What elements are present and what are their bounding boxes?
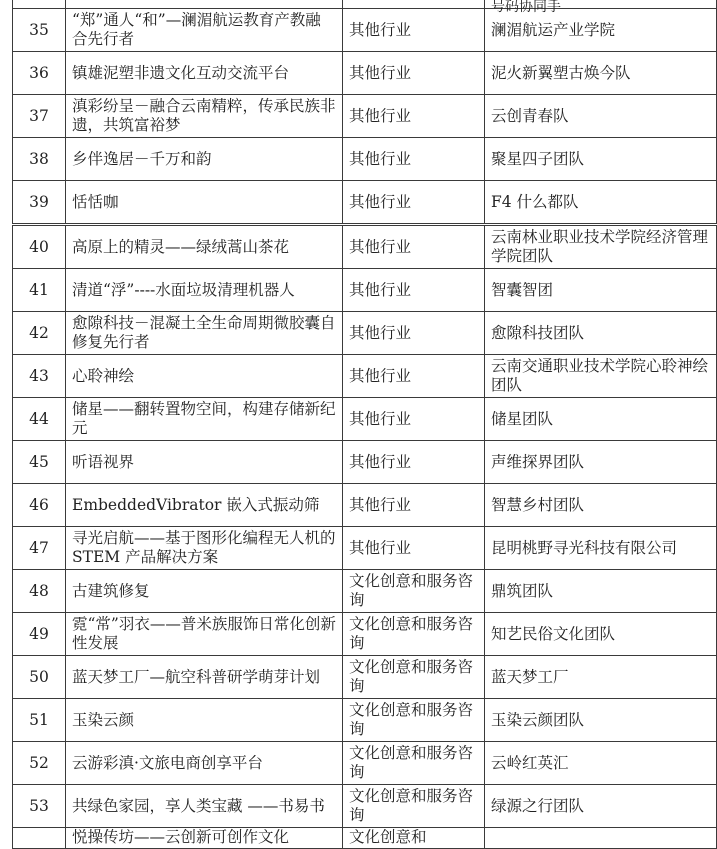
cell-number: 44	[13, 398, 66, 441]
projects-table	[12, 0, 717, 849]
cell-industry: 其他行业	[343, 312, 485, 355]
cell-industry: 其他行业	[343, 138, 485, 181]
cell-team: 蓝天梦工厂	[485, 656, 717, 699]
cell-number: 41	[13, 269, 66, 312]
cell-team: 智囊智团	[485, 269, 717, 312]
cell-industry: 其他行业	[343, 95, 485, 138]
cell-team: 泥火新翼塑古焕今队	[485, 52, 717, 95]
cell-project-name: 霓“常”羽衣——普米族服饰日常化创新性发展	[66, 613, 343, 656]
table-row	[13, 52, 717, 95]
table-row	[13, 181, 717, 225]
cell-project-name: 滇彩纷呈－融合云南精粹，传承民族非遗，共筑富裕梦	[66, 95, 343, 138]
cell-project-name: 古建筑修复	[66, 570, 343, 613]
table-row	[13, 225, 717, 269]
cell-project-name	[66, 828, 343, 849]
table-row	[13, 484, 717, 527]
cell-number	[13, 828, 66, 849]
table-row	[13, 355, 717, 398]
table-row	[13, 9, 717, 52]
cell-industry: 其他行业	[343, 52, 485, 95]
cell-industry: 其他行业	[343, 181, 485, 225]
cell-industry: 其他行业	[343, 225, 485, 269]
table-row	[13, 785, 717, 828]
cell-number: 48	[13, 570, 66, 613]
cell-team: 云岭红英汇	[485, 742, 717, 785]
cell-industry: 文化创意和服务咨询	[343, 785, 485, 828]
cell-industry: 文化创意和服务咨询	[343, 570, 485, 613]
cell-project-name: EmbeddedVibrator 嵌入式振动筛	[66, 484, 343, 527]
cell-team: 澜湄航运产业学院	[485, 9, 717, 52]
table-row	[13, 699, 717, 742]
cell-number: 39	[13, 181, 66, 225]
cell-industry	[343, 0, 485, 9]
cell-team: 绿源之行团队	[485, 785, 717, 828]
cell-number: 46	[13, 484, 66, 527]
cell-project-name: 玉染云颜	[66, 699, 343, 742]
cell-team: 玉染云颜团队	[485, 699, 717, 742]
cell-project-name: 储星——翻转置物空间，构建存储新纪元	[66, 398, 343, 441]
table-row	[13, 613, 717, 656]
cell-team: 储星团队	[485, 398, 717, 441]
cell-project-name: 愈隙科技－混凝土全生命周期微胶囊自修复先行者	[66, 312, 343, 355]
cell-team: 愈隙科技团队	[485, 312, 717, 355]
cell-project-name: 镇雄泥塑非遗文化互动交流平台	[66, 52, 343, 95]
cell-team: 云南林业职业技术学院经济管理学院团队	[485, 225, 717, 269]
cell-number: 36	[13, 52, 66, 95]
cell-project-name	[66, 0, 343, 9]
cell-industry: 文化创意和服务咨询	[343, 656, 485, 699]
cell-number	[13, 0, 66, 9]
table-row-partial-bottom	[13, 828, 717, 849]
cell-number: 53	[13, 785, 66, 828]
cell-project-name: 听语视界	[66, 441, 343, 484]
cell-team: 知艺民俗文化团队	[485, 613, 717, 656]
cell-industry: 其他行业	[343, 441, 485, 484]
table-row	[13, 656, 717, 699]
table-row	[13, 398, 717, 441]
cell-team: 声维探界团队	[485, 441, 717, 484]
cell-team: 鼎筑团队	[485, 570, 717, 613]
cell-number: 40	[13, 225, 66, 269]
cell-project-name: “郑”通人“和”—澜湄航运教育产教融合先行者	[66, 9, 343, 52]
cell-project-name: 共绿色家园，享人类宝藏 ——书易书	[66, 785, 343, 828]
cell-industry: 其他行业	[343, 398, 485, 441]
cell-number: 43	[13, 355, 66, 398]
table-row	[13, 138, 717, 181]
cell-project-name: 恬恬咖	[66, 181, 343, 225]
cell-industry	[343, 828, 485, 849]
cell-industry: 其他行业	[343, 527, 485, 570]
table-row	[13, 312, 717, 355]
cell-industry: 文化创意和服务咨询	[343, 613, 485, 656]
cell-industry: 其他行业	[343, 484, 485, 527]
table-row-partial-top	[13, 0, 717, 9]
partial-text: 文化创意和	[349, 828, 427, 846]
cell-industry: 文化创意和服务咨询	[343, 742, 485, 785]
cell-industry: 其他行业	[343, 9, 485, 52]
table-row	[13, 269, 717, 312]
partial-text: 悦操传坊——云创新可创作文化	[72, 828, 290, 846]
cell-industry: 其他行业	[343, 355, 485, 398]
cell-team: F4 什么都队	[485, 181, 717, 225]
cell-team	[485, 0, 717, 15]
cell-project-name: 寻光启航——基于图形化编程无人机的 STEM 产品解决方案	[66, 527, 343, 570]
cell-project-name: 心聆神绘	[66, 355, 343, 398]
cell-project-name: 云游彩滇·文旅电商创享平台	[66, 742, 343, 785]
table-row	[13, 441, 717, 484]
cell-project-name: 乡伴逸居－千万和韵	[66, 138, 343, 181]
cell-number: 49	[13, 613, 66, 656]
cell-number: 51	[13, 699, 66, 742]
table-row	[13, 570, 717, 613]
cell-team: 云创青春队	[485, 95, 717, 138]
cell-project-name: 蓝天梦工厂—航空科普研学萌芽计划	[66, 656, 343, 699]
cell-team	[485, 828, 717, 849]
cell-number: 45	[13, 441, 66, 484]
table-row	[13, 95, 717, 138]
cell-team: 智慧乡村团队	[485, 484, 717, 527]
table-row	[13, 527, 717, 570]
cell-team: 云南交通职业技术学院心聆神绘团队	[485, 355, 717, 398]
cell-team: 昆明桃野寻光科技有限公司	[485, 527, 717, 570]
cell-number: 42	[13, 312, 66, 355]
cell-number: 50	[13, 656, 66, 699]
cell-number: 52	[13, 742, 66, 785]
cell-industry: 文化创意和服务咨询	[343, 699, 485, 742]
table-row	[13, 742, 717, 785]
cell-industry: 其他行业	[343, 269, 485, 312]
cell-number: 47	[13, 527, 66, 570]
cell-project-name: 清道“浮”----水面垃圾清理机器人	[66, 269, 343, 312]
cell-number: 37	[13, 95, 66, 138]
cell-number: 38	[13, 138, 66, 181]
cell-team: 聚星四子团队	[485, 138, 717, 181]
cell-project-name: 高原上的精灵——绿绒蒿山茶花	[66, 225, 343, 269]
partial-team-text: 号码协同手	[491, 0, 561, 15]
cell-number: 35	[13, 9, 66, 52]
